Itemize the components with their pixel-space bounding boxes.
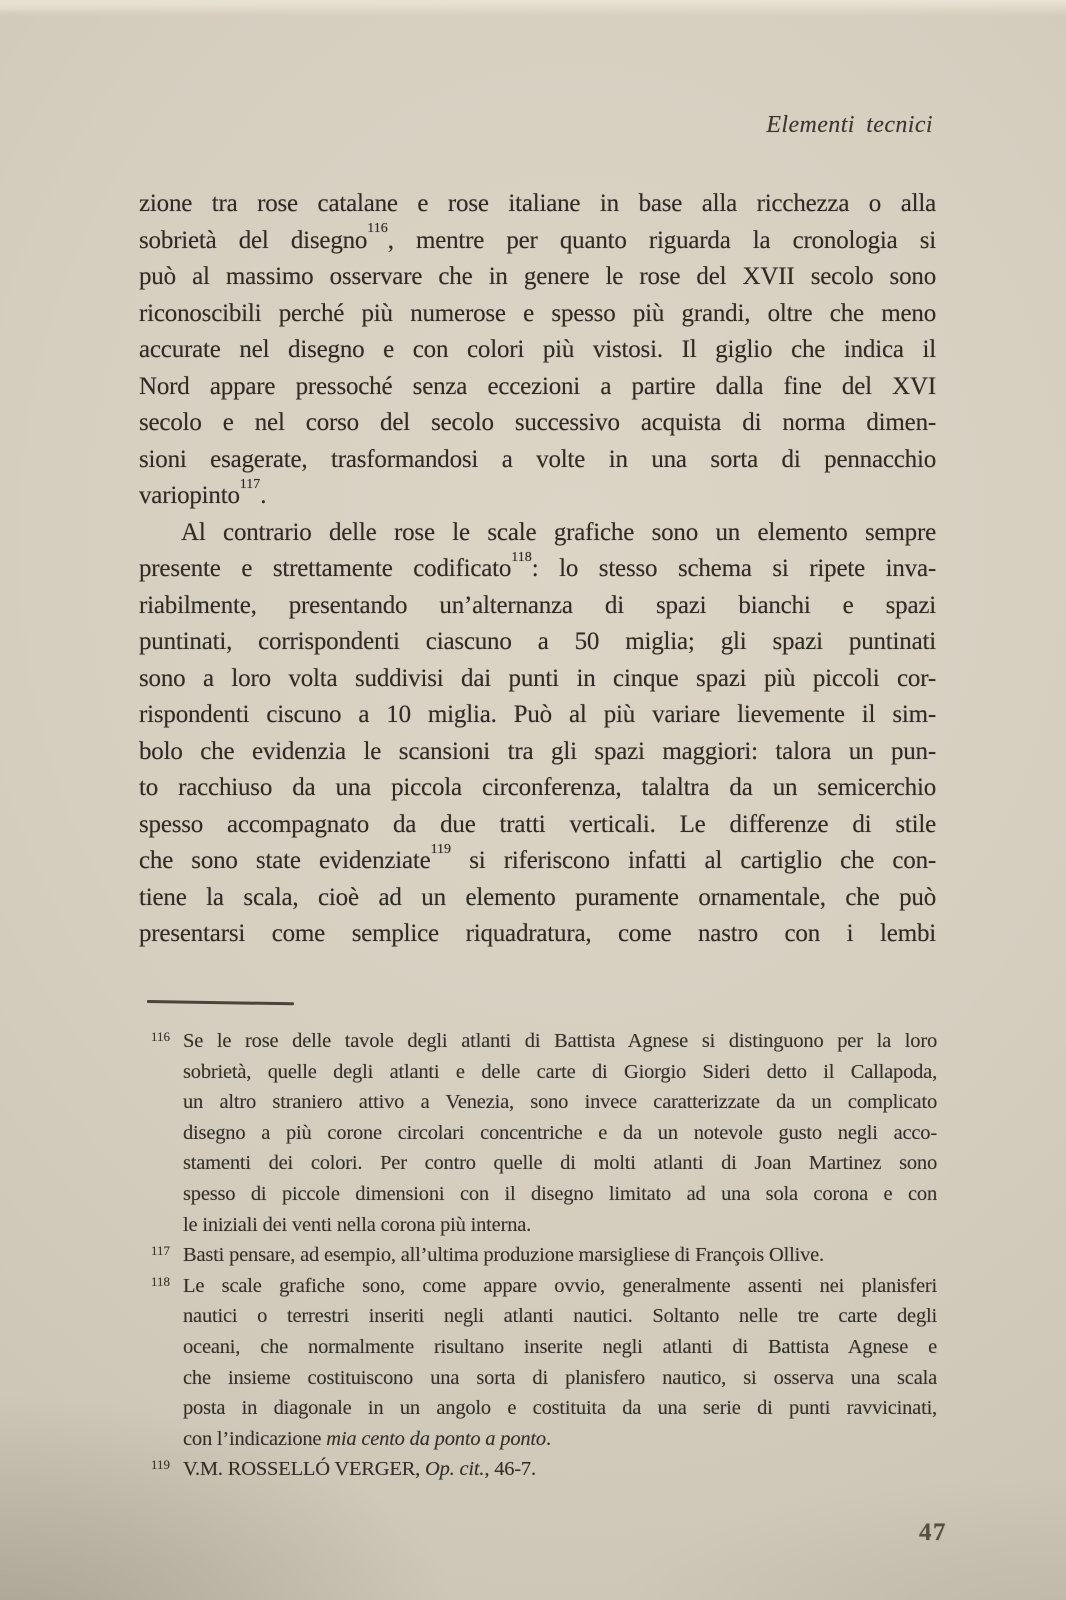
text-segment: Op. cit. [425,1458,485,1481]
text-segment: Se le rose delle tavole degli atlanti di Battista Agnese si distinguono per la loro [183,1030,937,1052]
body-text [139,186,936,953]
body-line [139,405,936,442]
footnote-line [183,1332,937,1363]
footnote-ref: 116 [367,222,388,237]
body-line [139,588,936,625]
body-line [139,223,936,260]
text-segment: riconoscibili perché più numerose e spesso più grandi, oltre che meno [139,299,936,327]
page-number: 47 [919,1519,947,1546]
footnote-line [183,1118,937,1149]
body-line [139,259,936,296]
footnote-ref: 117 [239,478,261,492]
text-segment: V.M. ROSSELLÓ VERGER, [183,1458,426,1481]
footnote-line [183,1301,937,1332]
page-top-edge-shading [0,0,480,13]
text-segment: sobrietà, quelle degli atlanti e delle carte di Giorgio Sideri detto il Callapoda, [183,1060,937,1083]
running-header: Elementi tecnici [766,112,933,138]
body-line [139,807,936,844]
footnotes-section [151,1026,937,1485]
text-segment: mia cento da ponto a ponto [326,1427,546,1450]
footnote-marker: 116 [151,1029,171,1044]
text-segment: Nord appare pressoché senza eccezioni a partire dalla fine del XVI [139,372,936,400]
body-line [139,770,936,807]
text-segment: stamenti dei colori. Per contro quelle di molti atlanti di Joan Martinez sono [183,1152,937,1175]
footnote-line [183,1210,937,1241]
text-segment: oceani, che normalmente risultano inserite negli atlanti di Battista Agnese e [183,1335,937,1358]
footnote-116 [151,1026,937,1240]
body-line [139,880,936,917]
text-segment: secolo e nel corso del secolo successivo acquista di norma dimen- [139,409,936,436]
footnote-line [183,1179,937,1210]
text-segment: : lo stesso schema si ripete inva- [531,555,936,582]
text-segment: , mentre per quanto riguarda la cronologia si [387,226,936,254]
footnote-line [183,1271,937,1302]
text-segment: to racchiuso da una piccola circonferenza, talaltra da un semicerchio [139,774,936,801]
text-segment: sioni esagerate, trasformandosi a volte in una sorta di pennacchio [139,445,936,473]
footnote-line [183,1057,937,1088]
text-segment: spesso di piccole dimensioni con il disegno limitato ad una sola corona e con [183,1182,937,1205]
text-segment: presente e strettamente codificato [139,555,512,582]
text-segment: puntinati, corrispondenti ciascuno a 50 miglia; gli spazi puntinati [139,628,936,655]
text-segment: posta in diagonale in un angolo e costituita da una serie di punti ravvicinati, [183,1397,937,1420]
body-line [139,515,936,552]
text-segment: tiene la scala, cioè ad un elemento puramente ornamentale, che può [139,883,936,911]
text-segment: Al contrario delle rose le scale grafiche sono un elemento sempre [181,518,936,546]
body-line [139,734,936,771]
text-segment: si riferiscono infatti al cartiglio che con- [451,847,936,874]
footnote-118 [151,1271,937,1455]
footnote-117 [151,1240,937,1271]
footnote-ref: 118 [511,551,532,565]
text-segment: sono a loro volta suddivisi dai punti in cinque spazi più piccoli cor- [139,664,936,692]
footnote-marker: 117 [151,1243,171,1259]
body-line [139,332,936,369]
body-line [139,369,936,406]
body-line [139,442,936,479]
text-segment: presentarsi come semplice riquadratura, come nastro con i lembi [139,920,936,947]
footnote-ref: 119 [430,843,452,857]
text-segment: zione tra rose catalane e rose italiane in base alla ricchezza o alla [139,190,936,217]
text-segment: variopinto [139,482,240,509]
footnote-line [183,1240,937,1271]
text-segment: un altro straniero attivo a Venezia, sono invece caratterizzate da un complicato [183,1091,937,1114]
footnote-marker: 118 [151,1273,171,1289]
body-line [139,916,936,953]
text-segment: spesso accompagnato da due tratti verticali. Le differenze di stile [139,810,936,838]
text-segment: Basti pensare, ad esempio, all’ultima produzione marsigliese di François Ollive. [183,1244,824,1267]
body-line [139,661,936,698]
footnote-line [183,1393,937,1424]
body-line [139,624,936,661]
footnote-line [183,1424,937,1455]
text-segment: accurate nel disegno e con colori più vistosi. Il giglio che indica il [139,336,936,363]
text-segment: che sono state evidenziate [139,847,431,874]
footnote-line [183,1148,937,1179]
text-segment: bolo che evidenzia le scansioni tra gli spazi maggiori: talora un pun- [139,737,936,765]
text-segment: che insieme costituiscono una sorta di planisfero nautico, si osserva una scala [183,1366,937,1389]
footnote-marker: 119 [151,1457,171,1473]
text-segment: . [545,1427,551,1450]
body-line [139,296,936,333]
body-line [139,478,936,515]
body-line [139,551,936,588]
text-segment: nautici o terrestri inseriti negli atlanti nautici. Soltanto nelle tre carte degli [183,1305,937,1328]
text-segment: , 46-7. [484,1458,536,1481]
body-line [139,697,936,734]
text-segment: rispondenti ciscuno a 10 miglia. Può al più variare lievemente il sim- [139,701,936,728]
text-segment: riabilmente, presentando un’alternanza di spazi bianchi e spazi [139,591,936,619]
text-segment: sobrietà del disegno [139,226,368,254]
footnote-line [183,1087,937,1118]
text-segment: Le scale grafiche sono, come appare ovvio, generalmente assenti nei planisferi [183,1274,937,1297]
footnote-separator [147,1000,294,1005]
body-line [139,843,936,880]
footnote-line [183,1363,937,1394]
footnote-line [183,1454,937,1485]
text-segment: con l’indicazione [183,1427,327,1450]
text-segment: . [260,482,267,509]
body-line [139,186,936,223]
text-segment: disegno a più corone circolari concentriche e da un notevole gusto negli acco- [183,1121,937,1144]
footnote-line [183,1026,937,1057]
footnote-119 [151,1454,937,1485]
text-segment: le iniziali dei venti nella corona più interna. [183,1213,532,1236]
text-segment: può al massimo osservare che in genere le rose del XVII secolo sono [139,263,936,290]
